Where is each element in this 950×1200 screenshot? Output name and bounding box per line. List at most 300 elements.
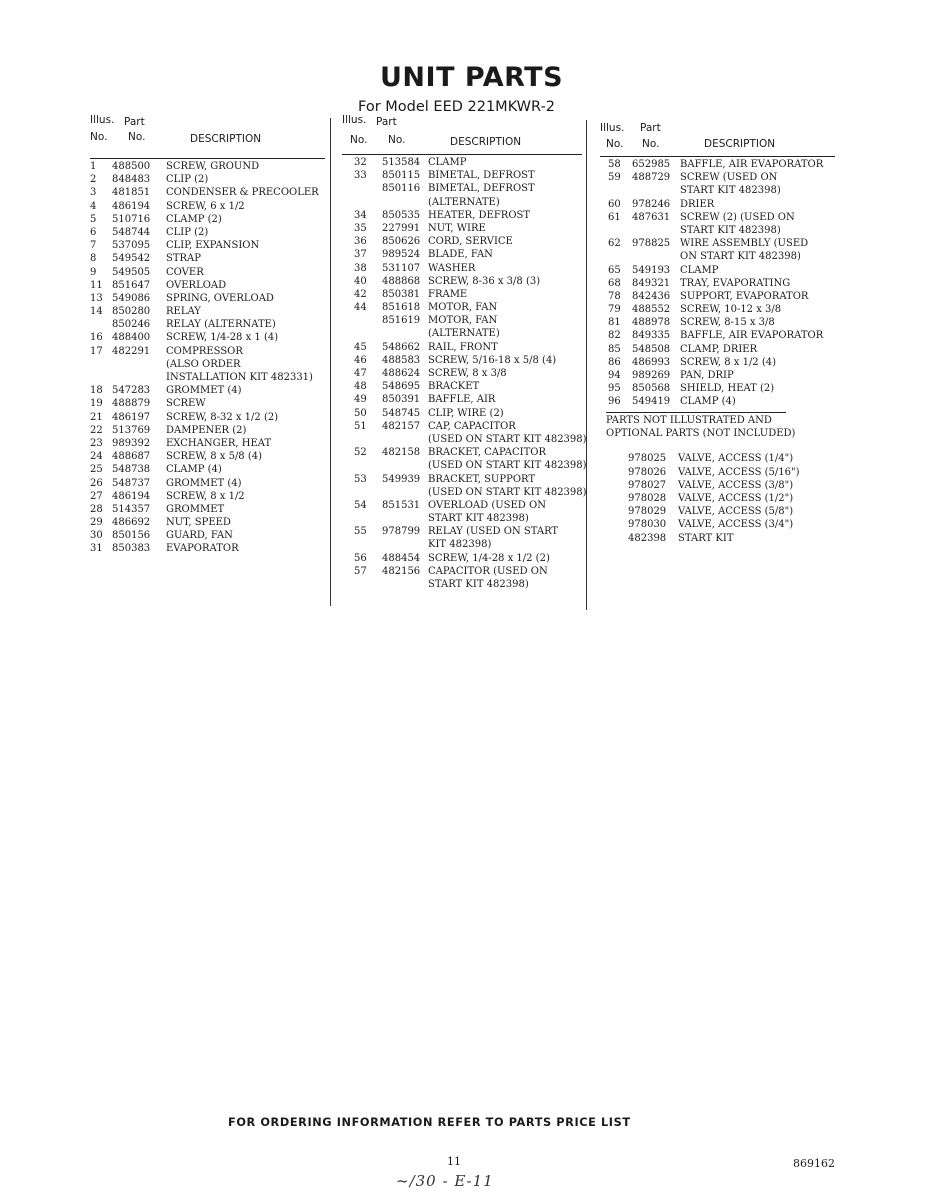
table-row <box>342 421 582 434</box>
part-number: 978026 <box>628 466 667 478</box>
part-description: CAP, CAPACITOR <box>428 420 516 432</box>
table-row <box>90 451 325 464</box>
illus-number: 85 <box>608 343 621 355</box>
table-row <box>342 276 582 289</box>
part-description: COVER <box>166 266 204 278</box>
illus-number: 18 <box>90 385 103 397</box>
part-description: SCREW, 8 x 1/2 <box>166 490 245 502</box>
part-description: VALVE, ACCESS (5/8") <box>678 506 794 518</box>
illus-number: 6 <box>90 226 97 238</box>
table-row <box>90 385 325 398</box>
illus-number: 68 <box>608 277 621 289</box>
illus-number: 29 <box>90 517 103 529</box>
table-row <box>600 212 835 225</box>
part-number: 989392 <box>112 437 151 449</box>
model-subtitle: For Model EED 221MKWR-2 <box>358 99 555 115</box>
part-number: 851619 <box>382 315 421 327</box>
part-number: 978825 <box>632 238 671 250</box>
part-number: 488552 <box>632 304 671 316</box>
divider-left <box>330 118 331 606</box>
table-row <box>342 579 582 592</box>
table-row <box>600 330 835 343</box>
table-row <box>600 344 835 357</box>
description-label: DESCRIPTION <box>704 138 776 150</box>
illus-number: 32 <box>354 157 367 168</box>
table-row <box>600 396 835 409</box>
part-description: BRACKET, CAPACITOR <box>428 447 546 459</box>
part-description: GROMMET (4) <box>166 385 242 397</box>
part-number: 488687 <box>112 451 151 463</box>
part-description: SCREW, 8-32 x 1/2 (2) <box>166 411 279 423</box>
table-row <box>600 304 835 317</box>
part-number: 850626 <box>382 236 421 248</box>
ordering-note: FOR ORDERING INFORMATION REFER TO PARTS PRICE LIST <box>228 1116 631 1129</box>
part-description: HEATER, DEFROST <box>428 209 531 221</box>
part-description: START KIT 482398) <box>680 224 781 236</box>
part-description: SCREW, 6 x 1/2 <box>166 200 245 212</box>
part-description: INSTALLATION KIT 482331) <box>166 372 313 383</box>
part-description: CLIP (2) <box>166 174 209 186</box>
table-row <box>90 306 325 319</box>
list-item <box>606 492 795 505</box>
part-description: CLAMP (4) <box>166 464 222 476</box>
part-description: SCREW (USED ON <box>680 172 778 184</box>
table-row <box>342 302 582 315</box>
part-number: 548695 <box>382 381 421 393</box>
table-row <box>342 408 582 421</box>
illus-number: 44 <box>354 302 367 314</box>
table-row <box>342 289 582 302</box>
list-item <box>606 532 795 545</box>
illus-number: 4 <box>90 200 97 212</box>
part-description: SCREW, 1/4-28 x 1 (4) <box>166 332 279 344</box>
part-description: NUT, SPEED <box>166 517 231 529</box>
part-number: 851531 <box>382 499 421 511</box>
table-row <box>342 342 582 355</box>
part-description: CLAMP, DRIER <box>680 343 758 355</box>
part-number: 514357 <box>112 503 151 515</box>
illus-number: 78 <box>608 290 621 302</box>
part-number: 537095 <box>112 240 151 252</box>
part-number: 488624 <box>382 368 421 379</box>
illus-number: 82 <box>608 330 621 342</box>
part-description: (USED ON START KIT 482398) <box>428 486 587 498</box>
part-number: 513769 <box>112 424 151 436</box>
part-description: (ALTERNATE) <box>428 196 500 208</box>
description-label: DESCRIPTION <box>450 136 522 148</box>
table-row <box>90 412 325 425</box>
part-number: 978025 <box>628 453 667 465</box>
illus-number: 37 <box>354 249 367 261</box>
part-description: EVAPORATOR <box>166 543 239 555</box>
part-description: SCREW, 8 x 3/8 <box>428 368 507 379</box>
table-row <box>600 251 835 264</box>
part-description: CLIP, EXPANSION <box>166 240 260 252</box>
illus-number: 61 <box>608 211 621 223</box>
description-label: DESCRIPTION <box>190 133 262 145</box>
illus-number: 55 <box>354 526 367 538</box>
illus-number: 22 <box>90 424 103 436</box>
list-item <box>606 452 795 465</box>
part-number: 486692 <box>112 517 151 529</box>
part-number: 513584 <box>382 157 421 168</box>
illus-number: 94 <box>608 370 621 381</box>
part-number: 850115 <box>382 170 421 182</box>
part-number: 548745 <box>382 407 421 419</box>
part-number: 850156 <box>112 530 151 542</box>
illus-number: 11 <box>90 279 103 291</box>
part-number: 978799 <box>382 526 421 538</box>
illus-number: 60 <box>608 198 621 210</box>
optional-parts-list <box>606 452 800 544</box>
illus-number: 25 <box>90 464 103 476</box>
illus-number: 1 <box>90 161 97 172</box>
part-description: CLIP, WIRE (2) <box>428 407 504 419</box>
list-item <box>606 505 795 518</box>
part-description: BAFFLE, AIR EVAPORATOR <box>680 159 824 170</box>
part-number: 227991 <box>382 222 421 234</box>
part-number: 849321 <box>632 277 671 289</box>
part-description: VALVE, ACCESS (3/8") <box>678 479 794 491</box>
part-no-label: No. <box>128 131 146 143</box>
illus-no-label: No. <box>606 138 624 150</box>
part-number: 850246 <box>112 319 151 331</box>
part-description: START KIT 482398) <box>680 185 781 197</box>
column-header <box>342 108 582 155</box>
table-row <box>90 240 325 253</box>
table-row <box>600 172 835 185</box>
illus-number: 62 <box>608 238 621 250</box>
illus-number: 56 <box>354 552 367 564</box>
part-description: CLAMP <box>680 264 719 276</box>
table-row <box>600 370 835 383</box>
list-item <box>606 466 800 479</box>
part-description: EXCHANGER, HEAT <box>166 437 272 449</box>
illus-number: 16 <box>90 332 103 344</box>
part-description: (USED ON START KIT 482398) <box>428 433 587 445</box>
illus-no-label: No. <box>350 134 368 146</box>
illus-number: 33 <box>354 170 367 182</box>
part-description: START KIT 482398) <box>428 579 529 590</box>
illus-number: 19 <box>90 398 103 410</box>
part-number: 549193 <box>632 264 671 276</box>
table-row <box>342 328 582 341</box>
table-row <box>90 491 325 504</box>
table-row <box>90 398 325 411</box>
part-number: 850381 <box>382 288 421 300</box>
illus-number: 2 <box>90 174 97 186</box>
table-row <box>342 486 587 500</box>
part-number: 850116 <box>382 183 421 195</box>
illus-number: 38 <box>354 262 367 274</box>
part-description: RELAY (USED ON START <box>428 526 559 538</box>
table-row <box>600 278 835 291</box>
illus-number: 9 <box>90 266 97 278</box>
illus-number: 34 <box>354 209 367 221</box>
part-number: 848483 <box>112 174 151 186</box>
part-description: START KIT 482398) <box>428 513 529 525</box>
part-number: 488729 <box>632 172 671 184</box>
part-description: SHIELD, HEAT (2) <box>680 383 775 395</box>
table-row <box>90 517 325 530</box>
part-description: BIMETAL, DEFROST <box>428 170 535 182</box>
part-number: 488879 <box>112 398 151 410</box>
part-number: 488400 <box>112 332 151 344</box>
table-row <box>90 280 325 293</box>
part-description: VALVE, ACCESS (1/2") <box>678 492 794 504</box>
table-row <box>90 425 325 438</box>
part-description: KIT 482398) <box>428 539 492 551</box>
illus-number: 28 <box>90 503 103 515</box>
table-row <box>90 161 325 174</box>
illus-number: 52 <box>354 447 367 459</box>
part-number: 488978 <box>632 317 671 329</box>
table-row <box>342 197 582 210</box>
illus-number: 58 <box>608 159 621 170</box>
part-number: 486993 <box>632 356 671 368</box>
table-row <box>90 174 325 187</box>
table-row <box>600 383 835 396</box>
table-row <box>90 267 325 280</box>
part-description: ON START KIT 482398) <box>680 251 801 263</box>
part-description: CAPACITOR (USED ON <box>428 565 548 577</box>
illus-number: 48 <box>354 381 367 393</box>
parts-list <box>90 161 325 557</box>
table-row <box>342 394 582 407</box>
illus-number: 7 <box>90 240 97 252</box>
section-rule <box>606 412 786 413</box>
table-row <box>90 332 325 345</box>
illus-number: 30 <box>90 530 103 542</box>
table-row <box>342 210 582 223</box>
part-number: 989524 <box>382 249 421 261</box>
illus-number: 45 <box>354 341 367 353</box>
table-row <box>342 223 582 236</box>
illus-number: 54 <box>354 499 367 511</box>
illus-number: 57 <box>354 565 367 577</box>
illus-number: 79 <box>608 304 621 316</box>
table-row <box>90 359 325 372</box>
table-row <box>90 319 325 332</box>
illus-number: 51 <box>354 420 367 432</box>
part-number: 548737 <box>112 477 151 489</box>
page-number: 11 <box>447 1155 461 1168</box>
table-row <box>600 317 835 330</box>
illus-number: 53 <box>354 473 367 485</box>
part-no-label: No. <box>388 134 406 146</box>
part-number: 482156 <box>382 565 421 577</box>
part-description: SCREW, 8-15 x 3/8 <box>680 317 775 329</box>
table-row <box>342 553 582 566</box>
illus-no-label: No. <box>90 131 108 143</box>
table-row <box>342 236 582 249</box>
table-row <box>342 460 587 473</box>
table-row <box>90 372 325 385</box>
part-number: 482158 <box>382 447 421 459</box>
table-row <box>600 159 835 172</box>
illus-number: 42 <box>354 288 367 300</box>
illus-number: 35 <box>354 222 367 234</box>
table-row <box>342 526 582 539</box>
illus-number: 13 <box>90 292 103 304</box>
part-description: OVERLOAD (USED ON <box>428 499 546 511</box>
optional-parts-section <box>606 412 800 545</box>
part-number: 488583 <box>382 354 421 366</box>
parts-list <box>600 159 835 410</box>
part-number: 850568 <box>632 383 671 395</box>
table-row <box>90 293 325 306</box>
illus-number: 14 <box>90 306 103 318</box>
part-number: 978030 <box>628 519 667 531</box>
illus-label: Illus. <box>600 122 625 134</box>
table-row <box>342 368 582 381</box>
part-number: 548744 <box>112 226 151 238</box>
illus-number: 21 <box>90 411 103 423</box>
part-description: SCREW, 5/16-18 x 5/8 (4) <box>428 354 557 366</box>
table-row <box>90 187 325 200</box>
table-row <box>90 478 325 491</box>
illus-number: 8 <box>90 253 97 265</box>
table-row <box>342 170 582 183</box>
part-number: 989269 <box>632 370 671 381</box>
part-number: 510716 <box>112 213 151 225</box>
illus-number: 31 <box>90 543 103 555</box>
illus-number: 95 <box>608 383 621 395</box>
illus-number: 36 <box>354 236 367 248</box>
page-title: UNIT PARTS <box>380 62 564 93</box>
part-description: BAFFLE, AIR <box>428 394 496 406</box>
table-row <box>342 513 582 526</box>
part-number: 652985 <box>632 159 671 170</box>
illus-number: 26 <box>90 477 103 489</box>
list-item <box>606 518 795 531</box>
part-description: SCREW, 10-12 x 3/8 <box>680 304 782 316</box>
table-row <box>342 157 582 170</box>
illus-number: 59 <box>608 172 621 184</box>
table-row <box>600 225 835 238</box>
handwritten-mark: ~/30 - E-11 <box>396 1172 494 1190</box>
part-description: SCREW, 1/4-28 x 1/2 (2) <box>428 552 550 564</box>
illus-number: 47 <box>354 368 367 379</box>
part-description: (ALSO ORDER <box>166 358 241 370</box>
part-number: 978027 <box>628 479 667 491</box>
table-row <box>342 315 582 328</box>
table-row <box>90 504 325 517</box>
part-number: 850383 <box>112 543 151 555</box>
part-description: BIMETAL, DEFROST <box>428 183 535 195</box>
part-number: 548738 <box>112 464 151 476</box>
part-number: 548662 <box>382 341 421 353</box>
part-number: 549542 <box>112 253 151 265</box>
part-number: 549086 <box>112 292 151 304</box>
part-description: SCREW, GROUND <box>166 161 260 172</box>
table-row <box>342 433 587 447</box>
table-row <box>90 227 325 240</box>
table-row <box>342 500 582 513</box>
table-row <box>342 355 582 368</box>
part-number: 548508 <box>632 343 671 355</box>
illus-number: 81 <box>608 317 621 329</box>
illus-number: 65 <box>608 264 621 276</box>
part-number: 482398 <box>628 532 667 544</box>
part-number: 850391 <box>382 394 421 406</box>
part-description: NUT, WIRE <box>428 222 486 234</box>
table-row <box>600 265 835 278</box>
part-description: FRAME <box>428 288 468 300</box>
part-description: WASHER <box>428 262 476 274</box>
part-number: 842436 <box>632 290 671 302</box>
part-description: SCREW <box>166 398 206 410</box>
illus-number: 46 <box>354 354 367 366</box>
part-description: BRACKET <box>428 381 480 393</box>
table-row <box>600 185 835 198</box>
divider-right <box>586 120 587 610</box>
part-description: CONDENSER & PRECOOLER <box>166 187 319 199</box>
part-description: GROMMET (4) <box>166 477 242 489</box>
table-row <box>90 530 325 543</box>
part-number: 978028 <box>628 492 667 504</box>
parts-list <box>342 157 587 592</box>
illus-number: 86 <box>608 356 621 368</box>
part-number: 851618 <box>382 302 421 314</box>
part-description: START KIT <box>678 532 734 544</box>
part-number: 482157 <box>382 420 421 432</box>
part-description: BRACKET, SUPPORT <box>428 473 536 485</box>
table-row <box>342 183 582 196</box>
part-number: 481851 <box>112 187 151 199</box>
part-description: CLAMP (4) <box>680 396 736 408</box>
part-number: 488454 <box>382 552 421 564</box>
table-row <box>342 249 582 262</box>
part-number: 851647 <box>112 279 151 291</box>
part-description: GROMMET <box>166 503 225 515</box>
part-label: Part <box>124 116 145 128</box>
table-row <box>342 447 582 460</box>
illus-number: 3 <box>90 187 97 199</box>
part-number: 549939 <box>382 473 421 485</box>
illus-number: 5 <box>90 213 97 225</box>
part-number: 486194 <box>112 200 151 212</box>
part-description: BLADE, FAN <box>428 249 493 261</box>
part-description: GUARD, FAN <box>166 530 233 542</box>
illus-label: Illus. <box>342 114 367 126</box>
table-row <box>600 238 835 251</box>
part-description: VALVE, ACCESS (5/16") <box>678 466 800 478</box>
parts-column-1 <box>90 112 325 557</box>
table-row <box>90 464 325 477</box>
part-description: CLAMP (2) <box>166 213 222 225</box>
part-no-label: No. <box>642 138 660 150</box>
part-description: DAMPENER (2) <box>166 424 247 436</box>
table-row <box>342 474 582 487</box>
part-number: 547283 <box>112 385 151 397</box>
table-row <box>90 438 325 451</box>
illus-number: 23 <box>90 437 103 449</box>
part-description: SCREW, 8 x 1/2 (4) <box>680 356 777 368</box>
table-row <box>600 291 835 304</box>
table-row <box>90 253 325 266</box>
illus-number: 17 <box>90 345 103 357</box>
part-number: 487631 <box>632 211 671 223</box>
illus-number: 40 <box>354 275 367 287</box>
optional-parts-heading: PARTS NOT ILLUSTRATED AND <box>606 415 772 426</box>
part-number: 978029 <box>628 506 667 518</box>
illus-number: 96 <box>608 396 621 408</box>
illus-label: Illus. <box>90 114 115 126</box>
parts-column-2 <box>342 108 587 592</box>
part-number: 486197 <box>112 411 151 423</box>
part-description: CORD, SERVICE <box>428 236 513 248</box>
